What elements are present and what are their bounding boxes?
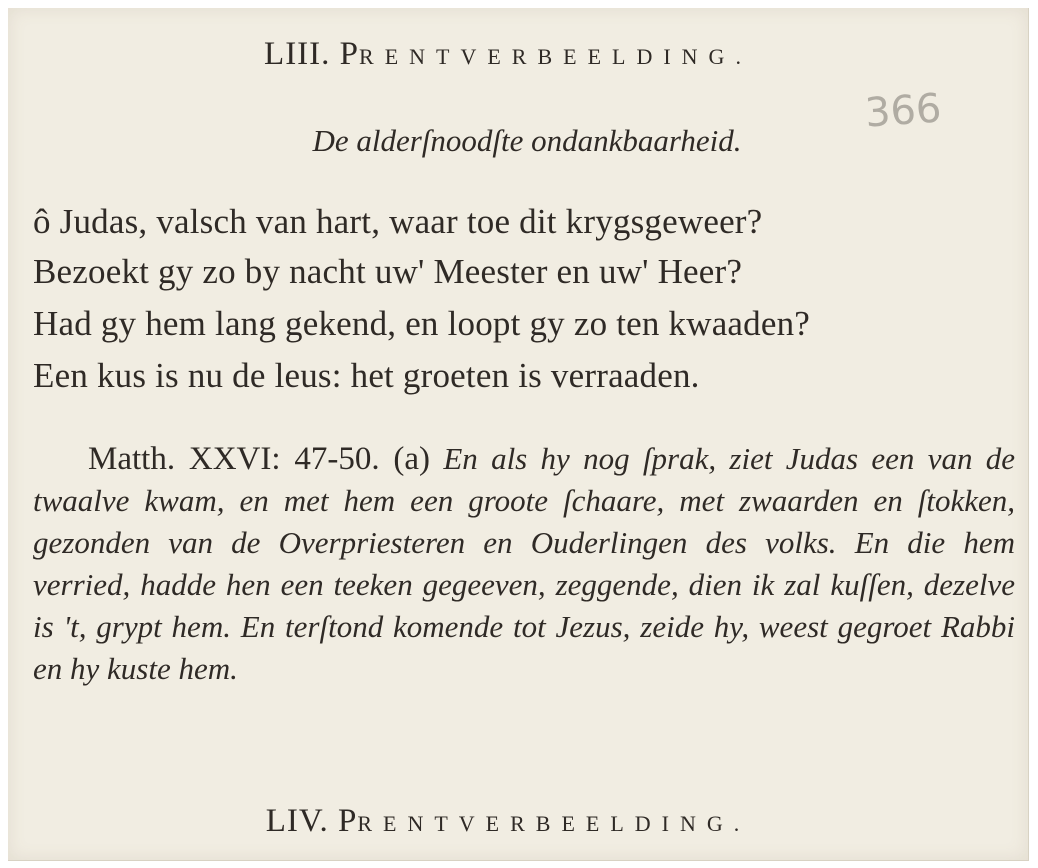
heading-numeral: LIV. (265, 803, 329, 839)
section-heading-top (8, 36, 1028, 73)
heading-smallcaps: RENTVERBEELDING. (359, 44, 752, 69)
verse-line: ô Judas, valsch van hart, waar toe dit krygsgeweer? (33, 202, 763, 241)
heading-initial: P (339, 36, 360, 72)
scripture-reference: Matth. XXVI: 47-50. (a) (88, 441, 431, 477)
section-heading-bottom (8, 803, 1028, 840)
heading-initial: P (337, 803, 358, 839)
handwritten-annotation: 366 (863, 85, 943, 137)
scripture-text: En als hy nog ſprak, ziet Judas een van de twaalve kwam, en met hem een groote ſchaare, met zwaarden en ſtokken, gezonden van de Overpriesteren en Ouderlingen des volks. En die hem verried, hadde hen een teeken gegeeven, zeggende, dien ik zal kuſſen, dezelve is 't, grypt hem. En terſtond komende tot Jezus, zeide hy, weest gegroet Rabbi en hy kuste hem. (33, 441, 1016, 686)
verse-line: Bezoekt gy zo by nacht uw' Meester en uw' Heer? (33, 252, 743, 291)
heading-numeral: LIII. (264, 36, 331, 72)
page (8, 8, 1029, 861)
section-subtitle: De alderſnoodſte ondankbaarheid. (312, 123, 742, 158)
verse-line: Had gy hem lang gekend, en loopt gy zo ten kwaaden? (33, 304, 811, 343)
scripture-passage (33, 438, 1015, 690)
heading-smallcaps: RENTVERBEELDING. (357, 811, 751, 836)
verse-line: Een kus is nu de leus: het groeten is verraaden. (33, 356, 700, 395)
